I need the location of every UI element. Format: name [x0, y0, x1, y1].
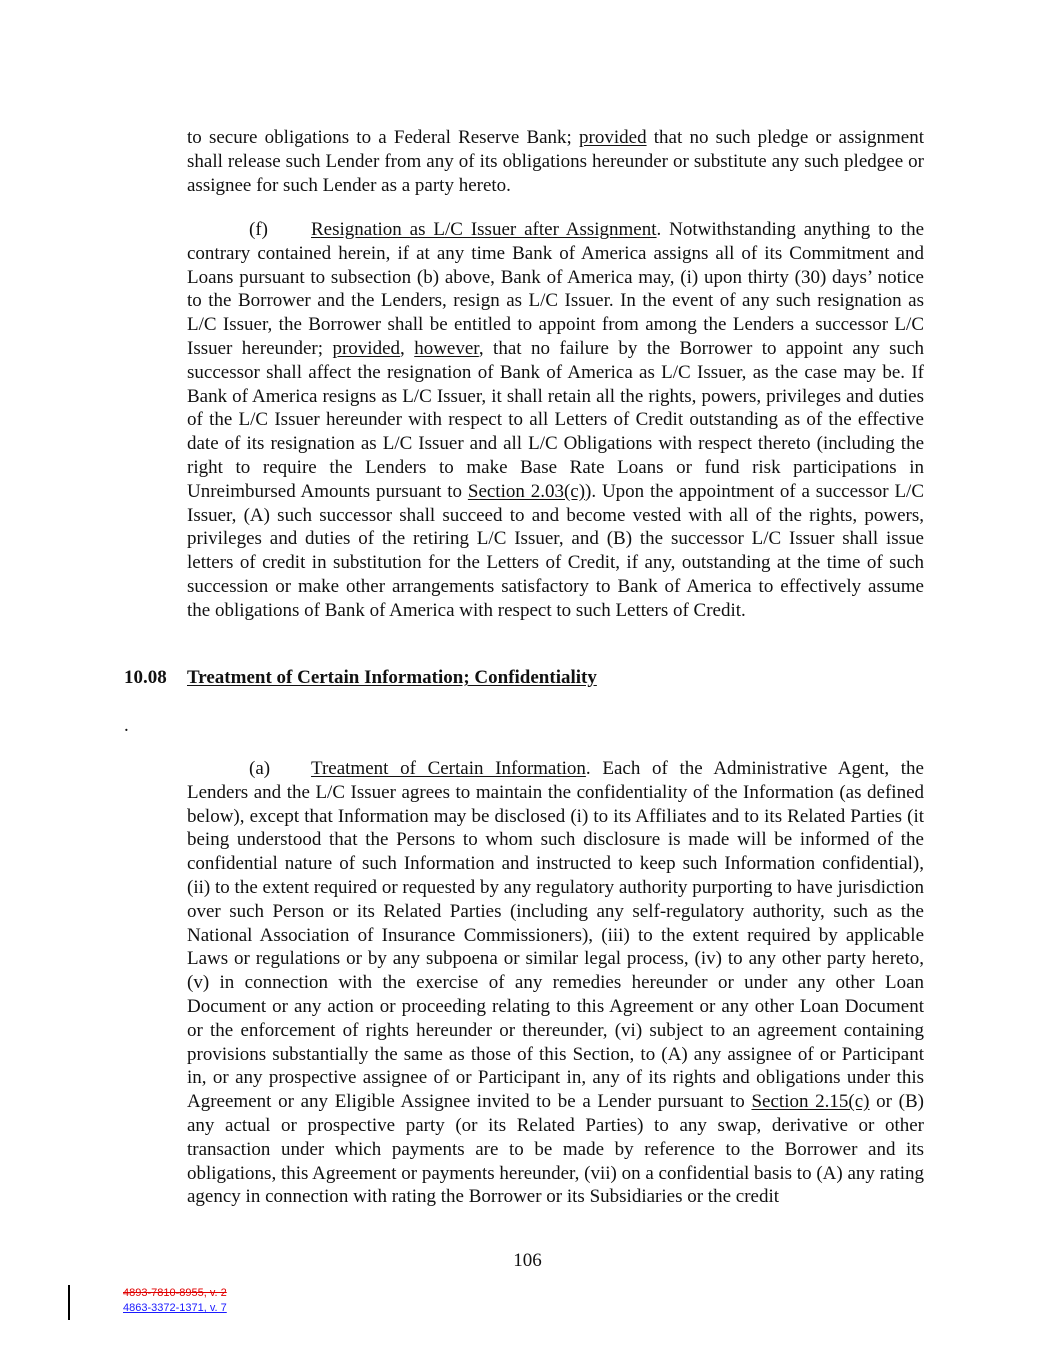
underlined-term: however: [414, 337, 479, 359]
text-run: ,: [400, 337, 415, 359]
text-run: to secure obligations to a Federal Reserve Bank;: [187, 127, 580, 148]
subsection-title: Treatment of Certain Information: [311, 758, 586, 779]
text-run: ). Upon the appointment of a successor L/C Issuer, (A) such successor shall succeed to and become vested with all of the rights, powers, privileges and duties of the retiring L/C Issuer, and (B) the successor L/C Issuer shall issue letters of credit in substitution for the Letters of Credit, if any, outstanding at the time of such succession or make other arrangements satisfactory to Bank of America to effectively assume the obligations of Bank of America with respect to such Letters of Credit.: [187, 480, 925, 621]
paragraph-continuation: [187, 126, 924, 197]
text-run: or (B) any actual or prospective party (or its Related Parties) to any swap, derivative or other transaction under which payments are to be made by reference to the Borrower and its obligations, this Agreement or payments hereunder, (vii) on a confidential basis to (A) any rating agency in connection with rating the Borrower or its Subsidiaries or the credit: [187, 1091, 925, 1208]
subsection-marker: (f): [249, 219, 268, 240]
section-heading: [124, 666, 597, 690]
inserted-doc-id: 4863-3372-1371, v. 7: [123, 1302, 227, 1314]
change-bar: [68, 1285, 70, 1320]
deleted-doc-id: 4893-7810-8955, v. 2: [123, 1287, 227, 1299]
text-run: . Each of the Administrative Agent, the Lenders and the L/C Issuer agrees to maintain the confidentiality of the Information (as defined below), except that Information may be disclosed (i) to its Affiliates and to its Related Parties (it being understood that the Persons to whom such disclosure is made will be informed of the confidential nature of such Information and instructed to keep such Information confidential), (ii) to the extent required or requested by any regulatory authority purporting to have jurisdiction over such Person or its Related Parties (including any self-regulatory authority, such as the National Association of Insurance Commissioners), (iii) to the extent required by applicable Laws or regulations or by any subpoena or similar legal process, (iv) to any other party hereto, (v) in connection with the exercise of any remedies hereunder or under any other Loan Document or any action or proceeding relating to this Agreement or any other Loan Document or the enforcement of rights hereunder or thereunder, (vi) subject to an agreement containing provisions substantially the same as those of this Section, to (A) any assignee of or Participant in, or any prospective assignee of or Participant in, any of its rights and obligations under this Agreement or any Eligible Assignee invited to be a Lender pursuant to: [187, 758, 924, 1113]
underlined-term: provided: [332, 337, 401, 359]
section-title: Treatment of Certain Information; Confidentiality: [187, 667, 597, 688]
underlined-term: provided: [579, 127, 647, 148]
section-number: 10.08: [124, 667, 167, 688]
subsection-marker: (a): [249, 758, 271, 779]
stray-period: .: [124, 715, 129, 736]
subsection-title: Resignation as L/C Issuer after Assignment: [311, 219, 657, 240]
paragraph-f-resignation: [187, 218, 924, 623]
section-reference: Section 2.03(c): [467, 480, 586, 502]
paragraph-a-treatment: [187, 757, 924, 1209]
text-run: that no such pledge or assignment shall release such Lender from any of its obligations hereunder or substitute any such pledgee or assignee for such Lender as a party hereto.: [187, 127, 924, 196]
text-run: . Notwithstanding anything to the contrary contained herein, if at any time Bank of America assigns all of its Commitment and Loans pursuant to subsection (b) above, Bank of America may, (i) upon thirty (30) days’ notice to the Borrower and the Lenders, resign as L/C Issuer. In the event of any such resignation as L/C Issuer, the Borrower shall be entitled to appoint from among the Lenders a successor L/C Issuer hereunder;: [187, 219, 924, 359]
text-run: , that no failure by the Borrower to appoint any such successor shall affect the resignation of Bank of America as L/C Issuer, as the case may be. If Bank of America resigns as L/C Issuer, it shall retain all the rights, powers, privileges and duties of the L/C Issuer hereunder with respect to all Letters of Credit outstanding as of the effective date of its resignation as L/C Issuer and all L/C Obligations with respect thereto (including the right to require the Lenders to make Base Rate Loans or fund risk participations in Unreimbursed Amounts pursuant to: [187, 337, 925, 502]
section-reference: Section 2.15(c): [751, 1091, 870, 1113]
page-number: 106: [513, 1250, 542, 1271]
